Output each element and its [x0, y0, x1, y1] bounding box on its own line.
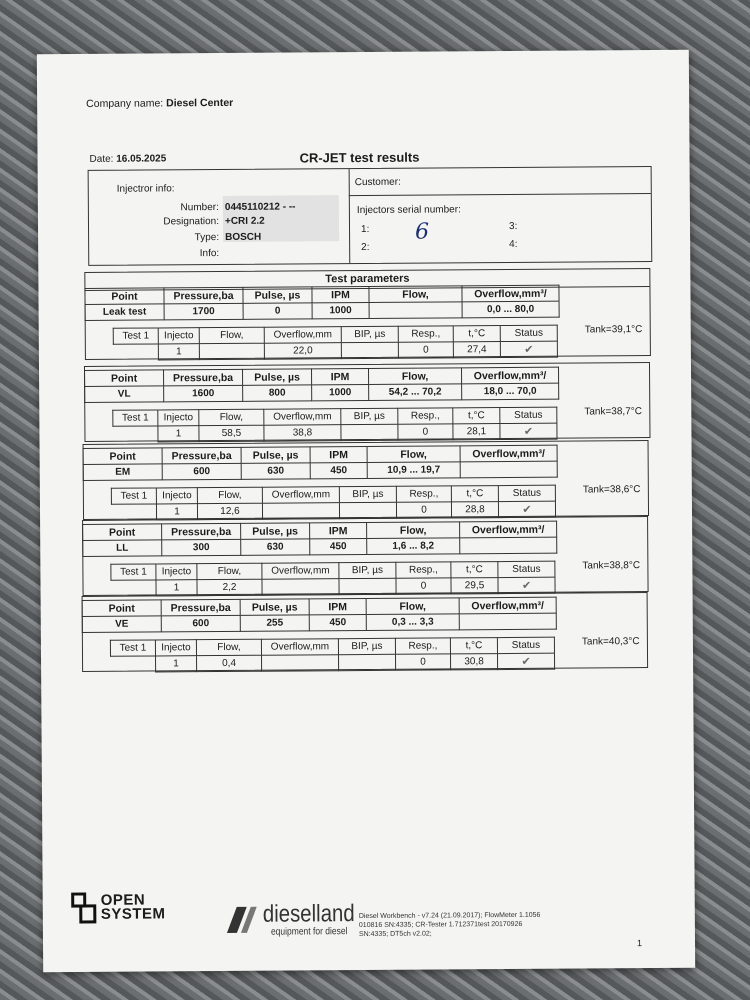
result-table: [110, 561, 555, 597]
status-cell: [500, 423, 557, 439]
param-header-flow: Flow,: [367, 522, 460, 539]
empty-cell: [113, 344, 158, 360]
result-table: [111, 485, 556, 521]
status-cell: [497, 653, 554, 669]
result-value-r_flow: 0,4: [197, 655, 262, 671]
param-value-point: EM: [83, 464, 162, 481]
result-header-bip: BIP, µs: [341, 408, 398, 424]
logo-dieselland-text: dieselland: [262, 900, 355, 928]
result-header-flow: Flow,: [197, 563, 262, 579]
result-header-test: Test 1: [111, 488, 156, 504]
status-cell: [498, 501, 555, 517]
test-block: [82, 516, 649, 596]
result-header-status: Status: [498, 485, 555, 501]
param-header-pressure: Pressure,ba: [162, 447, 241, 464]
result-header-flow: Flow,: [199, 327, 264, 343]
param-value-pulse: 630: [241, 539, 310, 555]
check-icon: ✔: [524, 343, 534, 356]
param-header-flow: Flow,: [366, 598, 459, 615]
param-value-flow: 1,6 ... 8,2: [367, 538, 460, 555]
injector-type: BOSCH: [225, 231, 262, 243]
param-value-overflow: 0,0 ... 80,0: [462, 301, 559, 318]
test-block: [82, 592, 649, 672]
date-line: [90, 153, 167, 165]
page-number: 1: [636, 938, 643, 949]
param-header-pressure: Pressure,ba: [162, 523, 241, 540]
param-value-point: VE: [82, 616, 161, 633]
tank-temperature: Tank=38,6°C: [582, 484, 641, 496]
result-value-temp: 27,4: [453, 342, 500, 358]
result-header-temp: t,°C: [451, 562, 498, 578]
test-block: [84, 284, 650, 358]
result-value-r_overflow: 38,8: [264, 425, 341, 442]
param-value-pulse: 255: [240, 615, 309, 631]
logo-tagline: equipment for diesel: [270, 926, 348, 938]
result-value-resp: 0: [396, 578, 451, 594]
result-value-r_overflow: [262, 503, 339, 520]
param-header-pressure: Pressure,ba: [164, 369, 243, 386]
result-value-bip: [339, 502, 396, 518]
param-header-point: Point: [85, 288, 164, 305]
result-header-test: Test 1: [110, 640, 155, 656]
param-header-point: Point: [83, 524, 162, 541]
param-header-pulse: Pulse, µs: [243, 287, 312, 303]
param-value-ipm: 1000: [312, 384, 369, 400]
result-value-r_overflow: 22,0: [264, 343, 341, 360]
result-value-r_overflow: [262, 655, 339, 672]
param-header-point: Point: [83, 448, 162, 465]
number-label: Number:: [180, 202, 219, 214]
tank-temperature: Tank=38,8°C: [582, 560, 641, 572]
handwritten-serial: 6: [414, 219, 430, 245]
result-header-overflow: Overflow,mm: [264, 409, 341, 426]
param-header-overflow: Overflow,mm³/: [462, 367, 559, 384]
param-header-point: Point: [82, 600, 161, 617]
result-header-flow: Flow,: [196, 639, 261, 655]
result-header-overflow: Overflow,mm: [264, 327, 341, 344]
param-header-pulse: Pulse, µs: [240, 599, 309, 615]
result-value-bip: [341, 424, 398, 440]
result-header-temp: t,°C: [453, 326, 500, 342]
param-value-ipm: 450: [310, 462, 367, 478]
param-header-pulse: Pulse, µs: [243, 369, 312, 385]
serial-slot-4: 4:: [509, 238, 518, 250]
tank-temperature: Tank=40,3°C: [581, 636, 640, 648]
result-value-injector: 1: [156, 656, 197, 672]
result-header-resp: Resp.,: [396, 486, 451, 502]
customer-label: Customer:: [354, 176, 401, 189]
param-header-overflow: Overflow,mm³/: [462, 285, 559, 302]
param-value-point: Leak test: [85, 304, 164, 321]
version-line-2: 010816 SN:4335; CR-Tester 1.712371test 20170926: [358, 920, 523, 930]
result-header-overflow: Overflow,mm: [262, 563, 339, 580]
param-value-pressure: 300: [162, 539, 241, 556]
date-label: Date:: [89, 153, 114, 165]
result-value-resp: 0: [398, 424, 453, 440]
result-header-injector: Injecto: [156, 488, 197, 504]
result-header-status: Status: [500, 407, 557, 423]
serial-slot-3: 3:: [508, 220, 518, 232]
result-header-injector: Injecto: [156, 564, 197, 580]
result-header-resp: Resp.,: [398, 408, 453, 424]
result-value-injector: 1: [158, 344, 199, 360]
result-header-resp: Resp.,: [398, 326, 453, 342]
result-header-flow: Flow,: [197, 487, 262, 503]
injector-info-box: [88, 166, 653, 266]
param-table: [82, 597, 557, 633]
result-table: [110, 637, 555, 673]
param-value-flow: [369, 302, 462, 319]
param-value-ipm: 450: [310, 538, 367, 554]
serial-slot-1: 1:: [360, 223, 370, 236]
result-value-injector: 1: [156, 504, 197, 520]
result-value-r_flow: 12,6: [197, 503, 262, 519]
param-header-ipm: IPM: [312, 368, 369, 384]
result-header-resp: Resp.,: [396, 562, 451, 578]
param-table: [82, 521, 557, 557]
result-value-temp: 30,8: [450, 654, 497, 670]
param-table: [84, 367, 559, 403]
param-header-point: Point: [85, 370, 164, 387]
check-icon: ✔: [521, 655, 531, 668]
param-header-overflow: Overflow,mm³/: [460, 521, 557, 538]
param-header-flow: Flow,: [369, 286, 462, 303]
test-block: [83, 440, 650, 520]
result-header-injector: Injecto: [158, 410, 199, 426]
logo-open-text: OPEN: [100, 891, 146, 909]
result-header-test: Test 1: [111, 564, 156, 580]
divider: [349, 169, 351, 263]
param-header-flow: Flow,: [369, 368, 462, 385]
result-value-temp: 28,8: [451, 502, 498, 518]
param-header-pulse: Pulse, µs: [241, 447, 310, 463]
param-value-overflow: [460, 461, 557, 478]
check-icon: ✔: [521, 579, 532, 592]
test-block: [84, 362, 651, 442]
report-title: CR-JET test results: [299, 149, 420, 166]
check-icon: ✔: [523, 425, 534, 438]
result-header-injector: Injecto: [155, 640, 196, 656]
param-value-overflow: [460, 537, 557, 554]
date-value: 16.05.2025: [116, 153, 167, 165]
param-header-overflow: Overflow,mm³/: [459, 597, 556, 614]
result-header-status: Status: [498, 561, 555, 577]
result-header-bip: BIP, µs: [339, 562, 396, 578]
empty-cell: [113, 426, 158, 442]
logo-system-text: SYSTEM: [100, 905, 166, 923]
result-header-resp: Resp.,: [395, 638, 450, 654]
param-value-pressure: 600: [161, 615, 240, 632]
param-header-overflow: Overflow,mm³/: [460, 445, 557, 462]
param-value-ipm: 1000: [312, 302, 369, 318]
injector-number: 0445110212 - --: [224, 201, 296, 213]
test-report-sheet: [37, 50, 695, 973]
test-params-title: Test parameters: [325, 272, 410, 286]
result-header-test: Test 1: [113, 328, 158, 344]
param-value-pulse: 800: [243, 385, 312, 401]
status-cell: [498, 577, 555, 593]
company-line: [86, 97, 233, 110]
param-value-flow: 10,9 ... 19,7: [367, 462, 460, 479]
info-label: Info:: [199, 248, 220, 260]
result-header-status: Status: [497, 637, 554, 653]
param-value-ipm: 450: [309, 615, 366, 631]
designation-label: Designation:: [163, 216, 220, 228]
result-header-bip: BIP, µs: [341, 326, 398, 342]
result-header-temp: t,°C: [451, 486, 498, 502]
result-value-bip: [341, 342, 398, 358]
param-header-ipm: IPM: [310, 446, 367, 462]
result-header-injector: Injecto: [158, 328, 199, 344]
result-value-resp: 0: [396, 502, 451, 518]
param-value-point: VL: [85, 386, 164, 403]
open-system-logo: [71, 891, 166, 931]
tank-temperature: Tank=39,1°C: [584, 324, 643, 336]
version-line-3: SN:4335; DT5ch v2.02;: [358, 930, 432, 939]
param-value-overflow: 18,0 ... 70,0: [462, 383, 559, 400]
version-line-1: Diesel Workbench - v7.24 (21.09.2017); FlowMeter 1.1056: [358, 911, 541, 921]
company-name: Diesel Center: [166, 96, 234, 110]
dieselland-logo: [223, 900, 355, 940]
result-header-flow: Flow,: [199, 409, 264, 425]
result-value-r_flow: 58,5: [199, 425, 264, 441]
result-value-bip: [339, 654, 396, 670]
version-info: [359, 911, 541, 939]
empty-cell: [111, 656, 156, 672]
result-value-r_overflow: [262, 579, 339, 596]
result-value-temp: 28,1: [453, 424, 500, 440]
param-header-flow: Flow,: [367, 446, 460, 463]
result-header-overflow: Overflow,mm: [262, 487, 339, 504]
result-header-bip: BIP, µs: [338, 638, 395, 654]
company-label: Company name:: [86, 97, 164, 110]
param-value-flow: 54,2 ... 70,2: [369, 384, 462, 401]
result-value-resp: 0: [398, 342, 453, 358]
result-value-r_flow: 2,2: [197, 579, 262, 595]
param-value-point: LL: [83, 540, 162, 557]
result-value-injector: 1: [158, 426, 199, 442]
param-value-pulse: 630: [241, 463, 310, 479]
injector-designation: +CRI 2.2: [224, 215, 265, 227]
result-header-temp: t,°C: [453, 408, 500, 424]
result-header-test: Test 1: [113, 410, 158, 426]
param-header-ipm: IPM: [310, 522, 367, 538]
divider: [349, 193, 651, 196]
param-header-pulse: Pulse, µs: [241, 523, 310, 539]
result-header-temp: t,°C: [450, 638, 497, 654]
tank-temperature: Tank=38,7°C: [584, 406, 643, 418]
param-table: [84, 285, 559, 321]
check-icon: ✔: [522, 503, 532, 516]
dieselland-mark-icon: [223, 905, 259, 935]
injector-heading: Injectror info:: [116, 183, 175, 195]
param-header-ipm: IPM: [309, 599, 366, 615]
serial-slot-2: 2:: [361, 241, 370, 254]
empty-cell: [111, 504, 156, 520]
open-system-mark-icon: [71, 892, 101, 926]
serial-heading: Injectors serial number:: [356, 204, 461, 217]
type-label: Type:: [194, 232, 220, 244]
param-header-pressure: Pressure,ba: [161, 599, 240, 616]
result-header-bip: BIP, µs: [339, 486, 396, 502]
param-header-pressure: Pressure,ba: [164, 287, 243, 304]
param-value-flow: 0,3 ... 3,3: [366, 614, 459, 631]
empty-cell: [111, 580, 156, 596]
param-value-pressure: 1600: [164, 385, 243, 402]
result-table: [113, 325, 558, 361]
result-header-overflow: Overflow,mm: [261, 639, 338, 656]
param-table: [83, 445, 558, 481]
param-header-ipm: IPM: [312, 286, 369, 302]
result-value-r_flow: [199, 343, 264, 359]
param-value-pulse: 0: [243, 303, 312, 319]
param-value-pressure: 1700: [164, 303, 243, 320]
result-value-temp: 29,5: [451, 578, 498, 594]
result-table: [112, 407, 557, 443]
status-cell: [500, 341, 557, 357]
result-value-resp: 0: [396, 654, 451, 670]
param-value-pressure: 600: [162, 463, 241, 480]
result-value-injector: 1: [156, 580, 197, 596]
param-value-overflow: [459, 613, 556, 630]
result-value-bip: [339, 578, 396, 594]
result-header-status: Status: [500, 325, 557, 341]
